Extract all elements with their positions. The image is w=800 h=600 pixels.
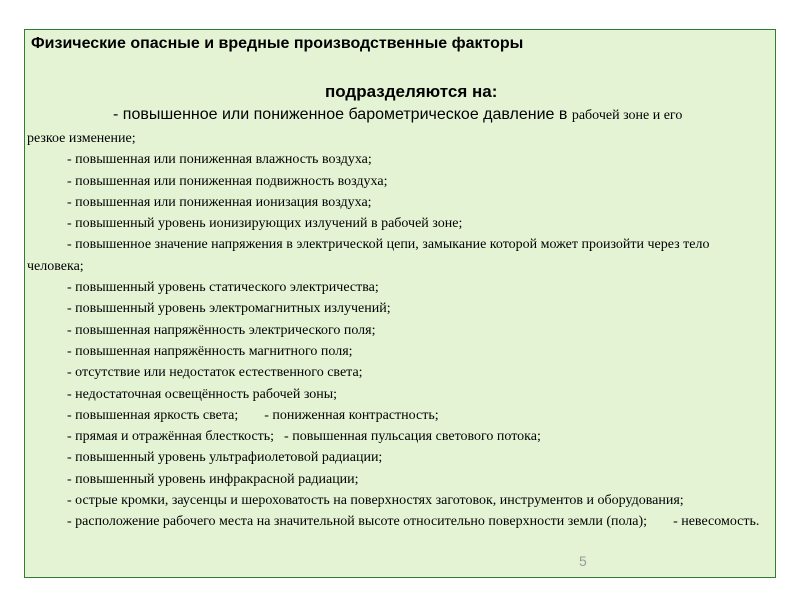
list-item-text: - недостаточная освещённость рабочей зоны; — [67, 386, 338, 402]
list-item — [27, 447, 769, 468]
list-item — [27, 298, 769, 319]
list-item-text: - пониженная контрастность; — [264, 407, 439, 423]
list-item — [27, 192, 769, 213]
list-item — [27, 384, 769, 405]
list-item — [27, 362, 769, 383]
list-item-text: резкое изменение; — [27, 131, 136, 146]
page-number: 5 — [579, 553, 587, 569]
list-item — [27, 490, 769, 511]
list-item — [27, 234, 769, 277]
list-item-text: - повышенный уровень ионизирующих излучений в рабочей зоне; — [67, 216, 463, 232]
list-item-text: - невесомость. — [673, 514, 760, 530]
list-item-text: - повышенный уровень электромагнитных излучений; — [67, 301, 391, 317]
list-item-text: - расположение рабочего места на значительной высоте относительно поверхности земли (пола); — [67, 514, 648, 530]
content-panel — [24, 29, 776, 578]
list-item — [27, 128, 769, 149]
list-item — [27, 511, 769, 532]
list-item-text: - повышенный уровень инфракрасной радиации; — [67, 471, 359, 487]
list-item-text: - повышенный уровень ультрафиолетовой радиации; — [67, 450, 383, 466]
list-item — [27, 320, 769, 341]
list-item-text: - повышенная напряжённость электрического поля; — [67, 322, 376, 338]
list-item — [27, 213, 769, 234]
first-factor-part2: рабочей зоне и его — [571, 108, 683, 123]
list-item-text: - повышенная яркость света; — [67, 407, 239, 423]
list-item — [27, 469, 769, 490]
list-item-text: - повышенный уровень статического электричества; — [67, 280, 379, 296]
list-item — [27, 149, 769, 170]
factor-list — [27, 128, 769, 533]
list-item-text: - острые кромки, заусенцы и шероховатость на поверхностях заготовок, инструментов и оборудования; — [67, 493, 684, 509]
slide-subtitle: подразделяются на: — [325, 82, 498, 101]
list-item-text: - повышенная или пониженная подвижность воздуха; — [67, 173, 388, 189]
first-factor-line — [113, 106, 682, 124]
list-item-text: - повышенная пульсация светового потока; — [284, 429, 541, 445]
list-item-text: - отсутствие или недостаток естественного света; — [67, 365, 363, 381]
list-item — [27, 171, 769, 192]
list-item — [27, 277, 769, 298]
slide-title: Физические опасные и вредные производственные факторы — [31, 35, 524, 52]
list-item-text: - повышенная напряжённость магнитного поля; — [67, 343, 353, 359]
list-item-text: - повышенное значение напряжения в электрической цепи, замыкание которой может произойти через тело человека; — [27, 237, 710, 274]
first-factor-part1: - повышенное или пониженное барометрическое давление в — [113, 106, 568, 123]
list-item — [27, 405, 769, 426]
list-item-text: - прямая и отражённая блесткость; — [67, 429, 275, 445]
list-item-text: - повышенная или пониженная влажность воздуха; — [67, 152, 372, 168]
list-item — [27, 341, 769, 362]
list-item — [27, 426, 769, 447]
list-item-text: - повышенная или пониженная ионизация воздуха; — [67, 194, 372, 210]
